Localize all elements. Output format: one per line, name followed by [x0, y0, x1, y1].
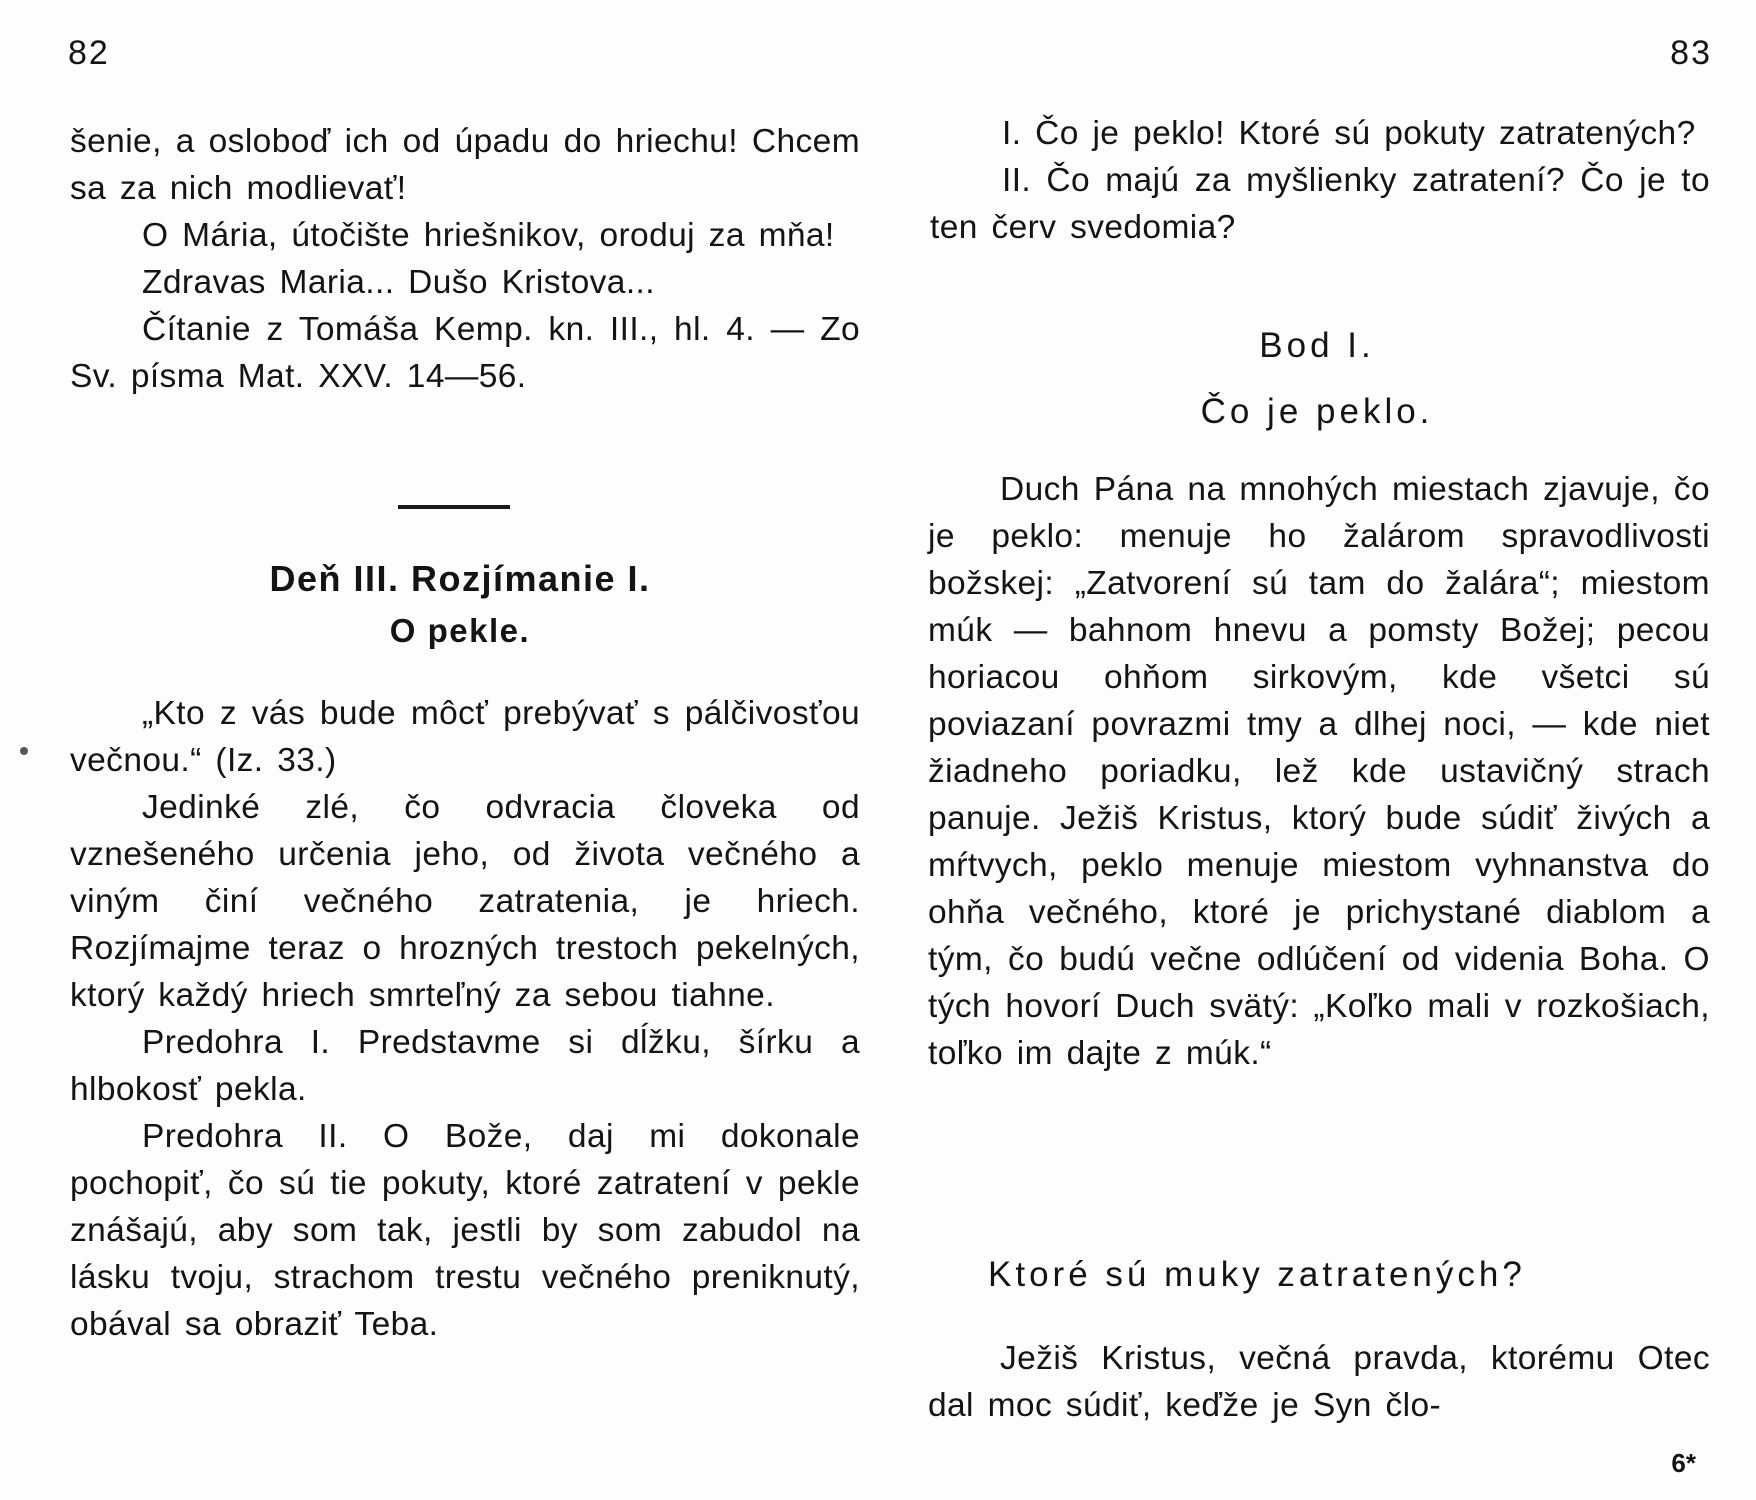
signature-mark: 6*: [1671, 1448, 1696, 1478]
section-subheading: Ktoré sú muky zatratených?: [988, 1255, 1526, 1294]
right-page: [878, 0, 1756, 1500]
chapter-heading: Deň III. Rozjímanie I.: [269, 558, 651, 599]
section-divider: [398, 505, 510, 509]
paragraph: Duch Pána na mnohých miestach zjavuje, čo je peklo: menuje ho žalárom spravodlivosti božskej: „Zatvorení sú tam do žalára“; miestom múk — bahnom hnevu a pomsty Božej; pecou horiacou ohňom sirkovým, kde všetci sú poviazaní povrazmi tmy a dlhej noci, — kde niet žiadneho poriadku, lež kde ustavičný strach panuje. Ježiš Kristus, ktorý bude súdiť živých a mŕtvych, peklo menuje miestom vyhnanstva do ohňa večného, ktoré je prichystané diablom a tým, čo budú večne odlúčení od videnia Boha. O tých hovorí Duch svätý: „Koľko mali v rozkošiach, toľko im dajte z múk.“: [928, 471, 1710, 1072]
paragraph: šenie, a osloboď ich od úpadu do hriechu! Chcem sa za nich modlievať!: [70, 123, 860, 207]
paragraph: O Mária, útočište hriešnikov, oroduj za mňa!: [142, 217, 835, 254]
paragraph: Predohra II. O Bože, daj mi dokonale pochopiť, čo sú tie pokuty, ktoré zatratení v pekle znášajú, aby som tak, jestli by som zabudol na lásku tvoju, strachom trestu večného preniknutý, obával sa obraziť Teba.: [70, 1118, 860, 1343]
section-point: Bod I.: [1259, 326, 1375, 365]
margin-mark: [20, 747, 28, 755]
section-title: Čo je peklo.: [1200, 392, 1434, 431]
left-body-text: [70, 690, 860, 1348]
paragraph: Čítanie z Tomáša Kemp. kn. III., hl. 4. — Zo Sv. písma Mat. XXV. 14—56.: [70, 311, 860, 395]
paragraph: Zdravas Maria... Dušo Kristova...: [142, 264, 655, 301]
right-outline: [930, 110, 1710, 251]
right-closing-text: [928, 1335, 1710, 1429]
paragraph: Predohra I. Predstavme si dĺžku, šírku a hlbokosť pekla.: [70, 1024, 860, 1108]
page-number-right: 83: [1670, 34, 1712, 72]
outline-item: II. Čo majú za myšlienky zatratení? Čo je to ten červ svedomia?: [930, 162, 1710, 246]
paragraph: Ježiš Kristus, večná pravda, ktorému Otec dal moc súdiť, keďže je Syn člo-: [928, 1340, 1710, 1424]
chapter-subheading: O pekle.: [389, 612, 531, 649]
page-number-left: 82: [68, 34, 110, 72]
paragraph: Jedinké zlé, čo odvracia človeka od vznešeného určenia jeho, od života večného a viným činí večného zatratenia, je hriech. Rozjímajme teraz o hrozných trestoch pekelných, ktorý každý hriech smrteľný za sebou tiahne.: [70, 789, 860, 1014]
right-body-text: [928, 466, 1710, 1077]
left-top-text: [70, 118, 860, 400]
outline-item: I. Čo je peklo! Ktoré sú pokuty zatratených?: [1002, 115, 1696, 152]
paragraph: „Kto z vás bude môcť prebývať s pálčivosťou večnou.“ (Iz. 33.): [70, 695, 860, 779]
